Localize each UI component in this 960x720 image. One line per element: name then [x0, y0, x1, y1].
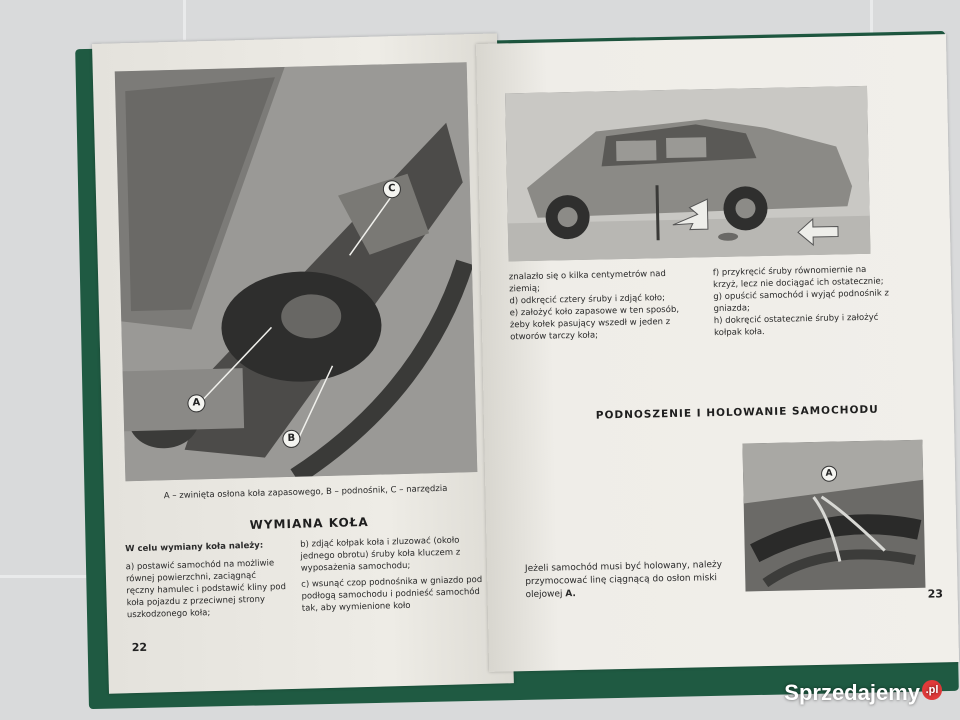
- caption-c: C – narzędzia: [390, 483, 448, 496]
- right-heading: PODNOSZENIE I HOLOWANIE SAMOCHODU: [595, 403, 879, 422]
- towing-bold: A.: [565, 589, 577, 600]
- step-c: c) wsunąć czop podnośnika w gniazdo pod podłogą samochodu i podnieść samochód tak, aby wymienione koło: [301, 574, 483, 614]
- photo-label-c: C: [383, 180, 401, 198]
- jacked-car-photo: [505, 86, 870, 262]
- step-b: b) zdjąć kołpak koła i zluzować (około jednego obrotu) śruby koła kluczem z wyposażenia samochodu;: [300, 535, 461, 574]
- page-number-left: 22: [131, 640, 148, 655]
- watermark-badge: .pl: [922, 680, 942, 700]
- step-cont: znalazło się o kilka centymetrów nad ziemią;: [508, 269, 666, 295]
- photo-label-a: A: [187, 394, 205, 412]
- step-e: e) założyć koło zapasowe w ten sposób, żeby kołek pasujący wszedł w jeden z otworów tarczy koła;: [509, 304, 680, 343]
- towing-text: [525, 559, 726, 602]
- photo-caption: [164, 482, 484, 502]
- trunk-illustration: [115, 62, 478, 481]
- page-number-right: 23: [927, 587, 944, 601]
- right-col1: [509, 267, 700, 343]
- step-a: a) postawić samochód na możliwie równej powierzchni, zaciągnąć ręczny hamulec i podstawić kliny pod koła pojazdu z przeciwnej strony uszkodzonego koła;: [125, 558, 287, 621]
- step-h: h) dokręcić ostatecznie śruby i założyć kołpak koła.: [713, 312, 879, 339]
- towing-label-a: A: [821, 466, 837, 482]
- towing-body: Jeżeli samochód musi być holowany, należy przymocować linę ciągnącą do osłon miski olejowej: [524, 559, 723, 601]
- left-col2: [300, 534, 487, 615]
- watermark: [784, 680, 942, 706]
- left-heading: WYMIANA KOŁA: [249, 514, 369, 533]
- trunk-photo: [115, 62, 478, 481]
- left-col1: [125, 539, 287, 621]
- right-page: [476, 34, 959, 672]
- left-intro: W celu wymiany koła należy:: [125, 540, 264, 555]
- step-f: f) przykręcić śruby równomiernie na krzyż, lecz nie dociągać ich ostatecznie;: [712, 264, 884, 291]
- towing-illustration: [742, 440, 925, 592]
- step-g: g) opuścić samochód i wyjąć podnośnik z gniazda;: [713, 288, 889, 315]
- right-col2: [713, 263, 894, 339]
- watermark-text: Sprzedajemy: [784, 680, 920, 705]
- photo-label-b: B: [282, 430, 300, 448]
- towing-photo: [742, 440, 925, 592]
- caption-b: B – podnośnik,: [325, 485, 389, 498]
- left-page: [92, 33, 514, 693]
- car-illustration: [505, 86, 870, 262]
- caption-a: A – zwinięta osłona koła zapasowego,: [163, 487, 324, 502]
- step-d: d) odkręcić cztery śruby i zdjąć koło;: [509, 293, 666, 307]
